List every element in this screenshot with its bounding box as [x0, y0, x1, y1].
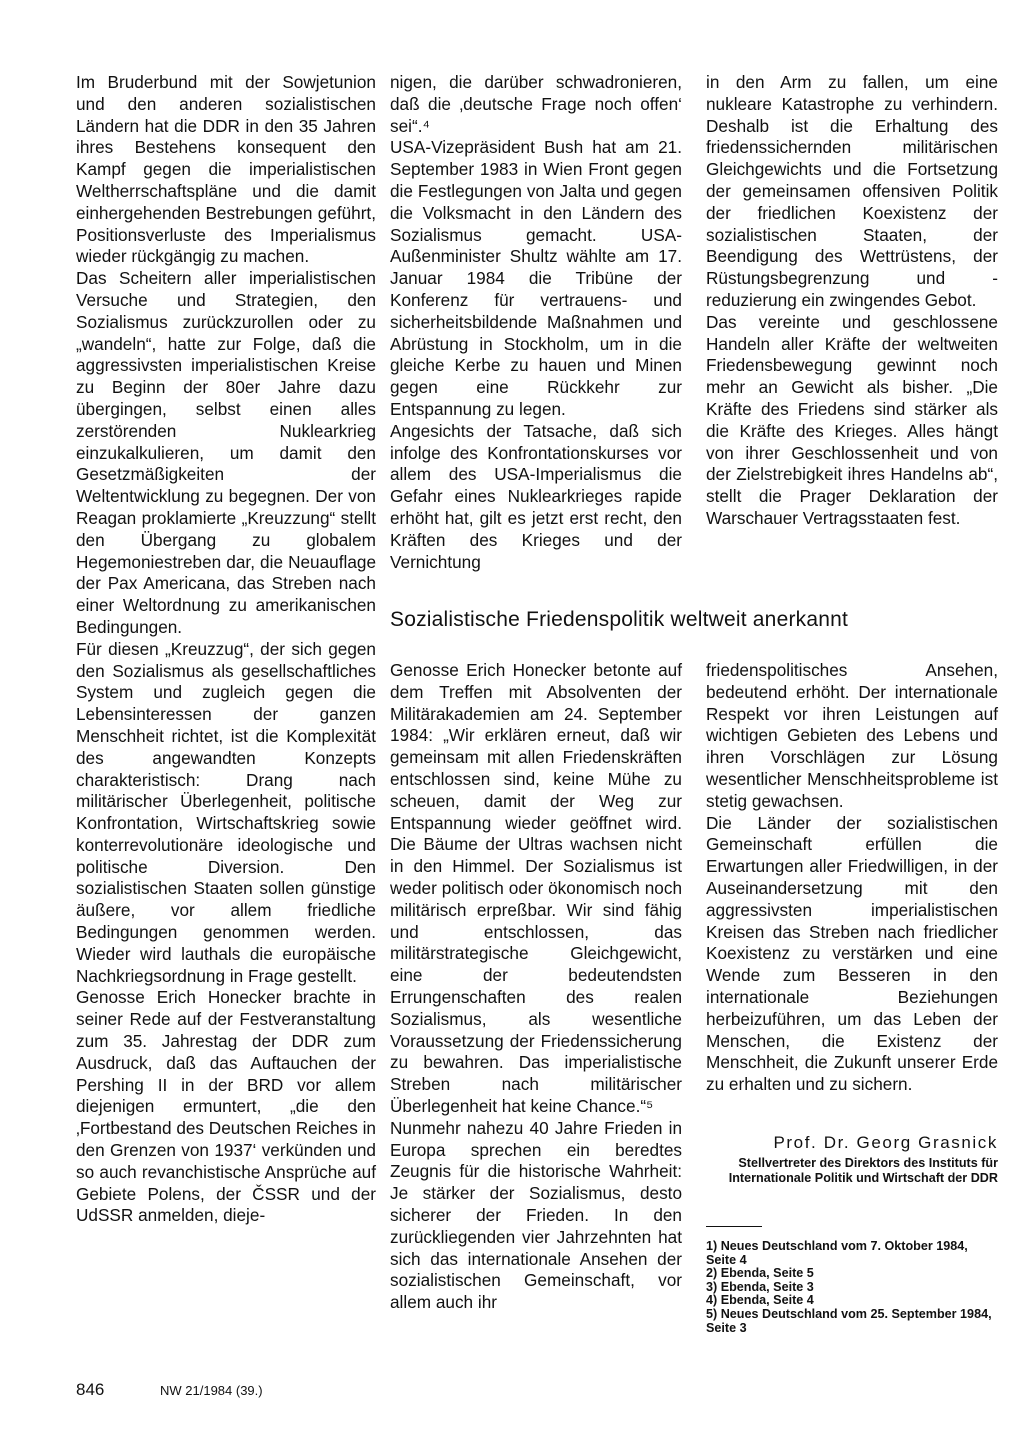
- paragraph: Für diesen „Kreuzzug“, der sich gegen den Sozialismus als gesellschaftliches System und zugleich gegen die Lebensinteressen der ganzen Menschheit richtet, ist die Komplexität des angewandten Konzepts charakteristisch: Drang nach militärischer Überlegenheit, politische Konfrontation, Wirtschaftskrieg sowie konterrevolutionäre ideologische und politische Diversion. Den sozialistischen Staaten sollen günstige äußere, vor allem friedliche Bedingungen genommen werden. Wieder wird lauthals die europäische Nachkriegsordnung in Frage gestellt.: [76, 638, 376, 986]
- paragraph: Nunmehr nahezu 40 Jahre Frieden in Europa sprechen ein beredtes Zeugnis für die historische Wahrheit: Je stärker der Sozialismus, desto sicherer der Frieden. In den zurückliegenden vier Jahrzehnten hat sich das internationale Ansehen der sozialistischen Gemeinschaft, vor allem auch ihr: [390, 1117, 682, 1313]
- paragraph: Im Bruderbund mit der Sowjetunion und den anderen sozialistischen Ländern hat die DDR in den 35 Jahren ihres Bestehens konsequent den Kampf gegen die imperialistischen Weltherrschaftspläne und die damit einhergehenden Bestrebungen geführt, Positionsverluste des Imperialismus wieder rückgängig zu machen.: [76, 72, 376, 267]
- footnote: 4) Ebenda, Seite 4: [706, 1293, 814, 1308]
- article-column-middle-top: [390, 72, 682, 573]
- footnote: 3) Ebenda, Seite 3: [706, 1279, 814, 1294]
- footnote: 1) Neues Deutschland vom 7. Oktober 1984, Seite 4: [706, 1239, 968, 1267]
- paragraph: USA-Vizepräsident Bush hat am 21. September 1983 in Wien Front gegen die Festlegungen von Jalta und gegen die Volksmacht in den Ländern des Sozialismus gemacht. USA-Außenminister Shultz wählte am 17. Januar 1984 die Tribüne der Konferenz für vertrauens- und sicherheitsbildende Maßnahmen und Abrüstung in Stockholm, um in die gleiche Kerbe zu hauen und Minen gegen eine Rückkehr zur Entspannung zu legen.: [390, 137, 682, 419]
- paragraph: nigen, die darüber schwadronieren, daß die ‚deutsche Frage noch offen‘ sei“.⁴: [390, 72, 682, 136]
- article-column-right-top: [706, 72, 998, 530]
- paragraph: Das vereinte und geschlossene Handeln aller Kräfte der weltweiten Friedensbewegung gewinnt noch mehr an Gewicht als bisher. „Die Kräfte des Friedens sind stärker als die Kräfte des Krieges. Alles hängt von ihrer Geschlossenheit und von der Zielstrebigkeit ihres Handelns ab“, stellt die Prager Deklaration der Warschauer Vertragsstaaten fest.: [706, 311, 998, 528]
- paragraph: Die Länder der sozialistischen Gemeinschaft erfüllen die Erwartungen aller Friedwilligen, in der Auseinandersetzung mit den aggressivsten imperialistischen Kreisen das Streben nach friedlicher Koexistenz zu verstärken und eine Wende zum Besseren in den internationale Beziehungen herbeizuführen, um das Leben der Menschen, die Existenz der Menschheit, die Zukunft unserer Erde zu erhalten und zu sichern.: [706, 812, 998, 1095]
- article-column-middle-bottom: [390, 660, 682, 1314]
- footnotes: [706, 1240, 998, 1335]
- article-column-right-bottom: [706, 660, 998, 1096]
- footnote-divider: [706, 1226, 762, 1227]
- page-number: 846: [76, 1380, 105, 1399]
- footnote: 5) Neues Deutschland vom 25. September 1984, Seite 3: [706, 1306, 992, 1335]
- author-position: Stellvertreter des Direktors des Instituts für Internationale Politik und Wirtschaft der DDR: [728, 1156, 998, 1185]
- paragraph: friedenspolitisches Ansehen, bedeutend erhöht. Der internationale Respekt vor ihren Leistungen auf wichtigen Gebieten des Lebens und ihren Vorschlägen zur Lösung wesentlicher Menschheitsprobleme ist stetig gewachsen.: [706, 660, 998, 811]
- paragraph: Das Scheitern aller imperialistischen Versuche und Strategien, den Sozialismus zurückzurollen oder zu „wandeln“, hatte zur Folge, daß die aggressivsten imperialistischen Kreise zu Beginn der 80er Jahre dazu übergingen, selbst einen alles zerstörenden Nuklearkrieg einzukalkulieren, um damit den Gesetzmäßigkeiten der Weltentwicklung zu begegnen. Der von Reagan proklamierte „Kreuzzung“ stellt den Übergang zu globalem Hegemoniestreben dar, die Neuauflage der Pax Americana, das Streben nach einer Weltordnung zu amerikanischen Bedingungen.: [76, 268, 376, 637]
- issue-reference: NW 21/1984 (39.): [160, 1383, 263, 1398]
- paragraph: Genosse Erich Honecker brachte in seiner Rede auf der Festveranstaltung zum 35. Jahrestag der DDR zum Ausdruck, daß das Auftauchen der Pershing II in der BRD vor allem diejenigen ermuntert, „die den ‚Fortbestand des Deutschen Reiches in den Grenzen von 1937‘ verkünden und so auch revanchistische Ansprüche auf Gebiete Polens, der ČSSR und der UdSSR anmelden, dieje-: [76, 987, 376, 1226]
- paragraph: Angesichts der Tatsache, daß sich infolge des Konfrontationskurses vor allem des USA-Imperialismus die Gefahr eines Nuklearkrieges rapide erhöht hat, gilt es jetzt erst recht, den Kräften des Krieges und der Vernichtung: [390, 420, 682, 572]
- paragraph: Genosse Erich Honecker betonte auf dem Treffen mit Absolventen der Militärakademien am 24. September 1984: „Wir erklären erneut, daß wir gemeinsam mit allen Friedenskräften entschlossen sind, keine Mühe zu scheuen, damit der Weg zur Entspannung wieder geöffnet wird. Die Bäume der Ultras wachsen nicht in den Himmel. Der Sozialismus ist weder politisch oder ökonomisch noch militärisch erpreßbar. Wir sind fähig und entschlossen, das militärstrategische Gleichgewicht, eine der bedeutendsten Errungenschaften des realen Sozialismus, als wesentliche Voraussetzung der Friedenssicherung zu bewahren. Das imperialistische Streben nach militärischer Überlegenheit hat keine Chance.“⁵: [390, 660, 682, 1116]
- footnote: 2) Ebenda, Seite 5: [706, 1266, 814, 1281]
- section-heading: Sozialistische Friedenspolitik weltweit anerkannt: [390, 608, 849, 631]
- author-signature: [706, 1132, 998, 1186]
- author-name: Prof. Dr. Georg Grasnick: [773, 1133, 998, 1152]
- paragraph: in den Arm zu fallen, um eine nukleare Katastrophe zu verhindern. Deshalb ist die Erhaltung des friedenssichernden militärischen Gleichgewichts und die Fortsetzung der gemeinsamen offensiven Politik der friedlichen Koexistenz der sozialistischen Staaten, der Beendigung des Wettrüstens, der Rüstungsbegrenzung und -reduzierung ein zwingendes Gebot.: [706, 72, 998, 310]
- article-column-left: [76, 72, 376, 1227]
